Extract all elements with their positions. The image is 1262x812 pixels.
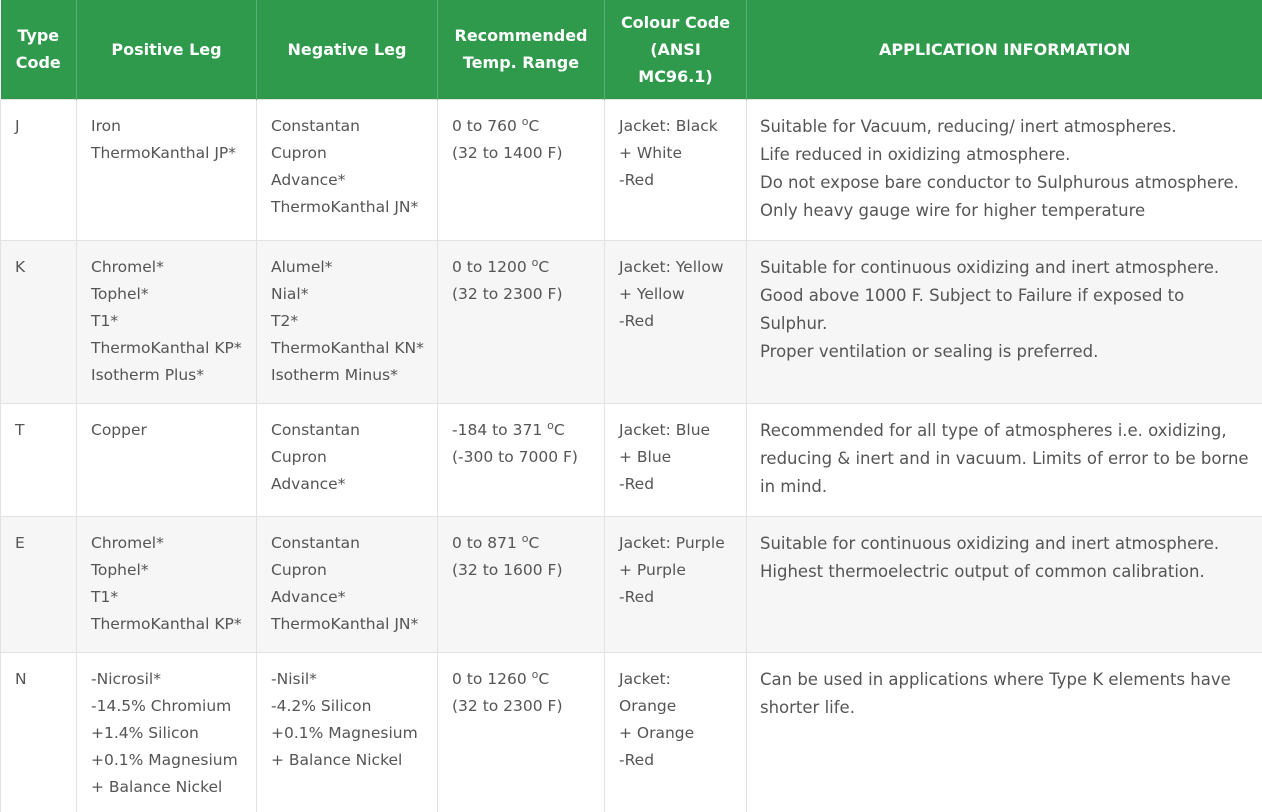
application-line: Good above 1000 F. Subject to Failure if exposed to Sulphur.: [760, 282, 1255, 338]
table-row: [1, 240, 1262, 403]
negative-leg-cell: [257, 99, 438, 240]
negative-leg-line: Isotherm Minus*: [271, 362, 429, 389]
positive-leg-line: ThermoKanthal KP*: [91, 611, 248, 638]
positive-leg-line: Copper: [91, 417, 248, 444]
negative-leg-cell: [257, 403, 438, 516]
negative-leg-line: Constantan: [271, 530, 429, 557]
negative-leg-line: Cupron: [271, 557, 429, 584]
degree-symbol: o: [532, 667, 539, 680]
negative-leg-line: Cupron: [271, 140, 429, 167]
colour-code-line: Jacket: Yellow: [619, 254, 738, 281]
temp-celsius: 0 to 1260 $^o$C: [452, 666, 596, 693]
header-type-code: Type Code: [1, 0, 77, 99]
application-line: Only heavy gauge wire for higher temperature: [760, 197, 1255, 225]
table-row: [1, 516, 1262, 652]
positive-leg-cell: [77, 652, 257, 812]
temp-celsius: 0 to 760 $^o$C: [452, 113, 596, 140]
positive-leg-line: Chromel*: [91, 530, 248, 557]
negative-leg-line: Constantan: [271, 417, 429, 444]
positive-leg-cell: [77, 403, 257, 516]
negative-leg-line: +0.1% Magnesium: [271, 720, 429, 747]
colour-code-cell: [605, 516, 747, 652]
table-header: [1, 0, 1262, 99]
negative-leg-line: Alumel*: [271, 254, 429, 281]
header-application: APPLICATION INFORMATION: [747, 0, 1262, 99]
type-code-cell: N: [1, 652, 77, 812]
positive-leg-line: +1.4% Silicon: [91, 720, 248, 747]
degree-symbol: o: [547, 418, 554, 431]
type-code-cell: K: [1, 240, 77, 403]
temp-range-cell: [438, 516, 605, 652]
temp-fahrenheit: (32 to 1400 F): [452, 140, 596, 167]
negative-leg-line: ThermoKanthal JN*: [271, 611, 429, 638]
application-line: Suitable for continuous oxidizing and inert atmosphere.: [760, 530, 1255, 558]
temp-range-cell: [438, 652, 605, 812]
negative-leg-line: T2*: [271, 308, 429, 335]
application-cell: [747, 99, 1262, 240]
temp-celsius: 0 to 1200 $^o$C: [452, 254, 596, 281]
colour-code-cell: [605, 652, 747, 812]
negative-leg-line: Cupron: [271, 444, 429, 471]
negative-leg-line: ThermoKanthal KN*: [271, 335, 429, 362]
positive-leg-line: + Balance Nickel: [91, 774, 248, 801]
positive-leg-line: Tophel*: [91, 281, 248, 308]
colour-code-line: Jacket: Blue: [619, 417, 738, 444]
temp-celsius: -184 to 371 $^o$C: [452, 417, 596, 444]
negative-leg-line: -Nisil*: [271, 666, 429, 693]
colour-code-cell: [605, 240, 747, 403]
colour-code-line: Orange: [619, 693, 738, 720]
positive-leg-line: ThermoKanthal JP*: [91, 140, 248, 167]
negative-leg-line: Constantan: [271, 113, 429, 140]
negative-leg-line: + Balance Nickel: [271, 747, 429, 774]
negative-leg-cell: [257, 240, 438, 403]
type-code-cell: T: [1, 403, 77, 516]
positive-leg-line: -Nicrosil*: [91, 666, 248, 693]
colour-code-line: -Red: [619, 308, 738, 335]
application-line: Suitable for Vacuum, reducing/ inert atmospheres.: [760, 113, 1255, 141]
application-line: Proper ventilation or sealing is preferred.: [760, 338, 1255, 366]
colour-code-cell: [605, 99, 747, 240]
positive-leg-cell: [77, 240, 257, 403]
negative-leg-cell: [257, 652, 438, 812]
negative-leg-line: Advance*: [271, 584, 429, 611]
table-body: [1, 99, 1262, 812]
negative-leg-line: ThermoKanthal JN*: [271, 194, 429, 221]
header-temp-range: Recommended Temp. Range: [438, 0, 605, 99]
type-code-cell: E: [1, 516, 77, 652]
colour-code-line: Jacket:: [619, 666, 738, 693]
negative-leg-line: Advance*: [271, 471, 429, 498]
positive-leg-line: T1*: [91, 584, 248, 611]
colour-code-line: + Purple: [619, 557, 738, 584]
colour-code-line: Jacket: Purple: [619, 530, 738, 557]
negative-leg-cell: [257, 516, 438, 652]
colour-code-line: + Yellow: [619, 281, 738, 308]
table-row: [1, 99, 1262, 240]
application-cell: [747, 516, 1262, 652]
colour-code-line: Jacket: Black: [619, 113, 738, 140]
colour-code-line: + Blue: [619, 444, 738, 471]
temp-fahrenheit: (-300 to 7000 F): [452, 444, 596, 471]
colour-code-line: -Red: [619, 167, 738, 194]
colour-code-line: -Red: [619, 747, 738, 774]
application-line: Suitable for continuous oxidizing and inert atmosphere.: [760, 254, 1255, 282]
temp-fahrenheit: (32 to 2300 F): [452, 693, 596, 720]
temp-celsius: 0 to 871 $^o$C: [452, 530, 596, 557]
degree-symbol: o: [522, 531, 529, 544]
temp-range-cell: [438, 240, 605, 403]
positive-leg-cell: [77, 99, 257, 240]
table-row: [1, 652, 1262, 812]
application-line: Life reduced in oxidizing atmosphere.: [760, 141, 1255, 169]
negative-leg-line: -4.2% Silicon: [271, 693, 429, 720]
header-negative-leg: Negative Leg: [257, 0, 438, 99]
degree-symbol: o: [532, 255, 539, 268]
positive-leg-line: Chromel*: [91, 254, 248, 281]
colour-code-line: -Red: [619, 584, 738, 611]
positive-leg-line: +0.1% Magnesium: [91, 747, 248, 774]
colour-code-cell: [605, 403, 747, 516]
application-cell: [747, 240, 1262, 403]
temp-range-cell: [438, 99, 605, 240]
temp-fahrenheit: (32 to 1600 F): [452, 557, 596, 584]
colour-code-line: -Red: [619, 471, 738, 498]
positive-leg-line: Iron: [91, 113, 248, 140]
temp-range-cell: [438, 403, 605, 516]
application-cell: [747, 652, 1262, 812]
positive-leg-line: Tophel*: [91, 557, 248, 584]
header-positive-leg: Positive Leg: [77, 0, 257, 99]
positive-leg-line: T1*: [91, 308, 248, 335]
positive-leg-line: -14.5% Chromium: [91, 693, 248, 720]
header-colour-code: Colour Code (ANSI MC96.1): [605, 0, 747, 99]
degree-symbol: o: [522, 114, 529, 127]
table-row: [1, 403, 1262, 516]
type-code-cell: J: [1, 99, 77, 240]
application-line: Highest thermoelectric output of common calibration.: [760, 558, 1255, 586]
colour-code-line: + Orange: [619, 720, 738, 747]
application-line: Recommended for all type of atmospheres i.e. oxidizing, reducing & inert and in vacuum. Limits of error to be borne in mind.: [760, 417, 1255, 501]
application-line: Do not expose bare conductor to Sulphurous atmosphere.: [760, 169, 1255, 197]
temp-fahrenheit: (32 to 2300 F): [452, 281, 596, 308]
negative-leg-line: Nial*: [271, 281, 429, 308]
positive-leg-line: ThermoKanthal KP*: [91, 335, 248, 362]
application-line: Can be used in applications where Type K elements have shorter life.: [760, 666, 1255, 722]
positive-leg-cell: [77, 516, 257, 652]
negative-leg-line: Advance*: [271, 167, 429, 194]
colour-code-line: + White: [619, 140, 738, 167]
application-cell: [747, 403, 1262, 516]
positive-leg-line: Isotherm Plus*: [91, 362, 248, 389]
